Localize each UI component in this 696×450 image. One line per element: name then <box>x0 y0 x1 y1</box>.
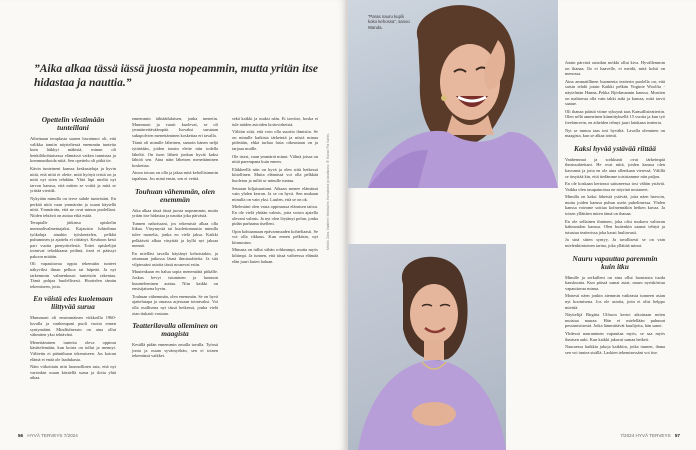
left-column-2 <box>132 116 218 361</box>
body-paragraph: Touhuan vähemmän, olen enemmän. Se on hyvä ajattelutapa ja omassa arjessaan toimivaksi. Voi olla osallisena nyt tässä hetkessä, jonka vielä otan tiukasti vastaan. <box>132 293 218 316</box>
body-paragraph: Minusta on tullut vähän rohkeampi, mutta myös kiltimpi. Ja tunnen, että tässä vaiheessa elämää elän juuri kuten haluan. <box>232 247 318 264</box>
body-paragraph: Nyt se tuntuu taas tosi hyvältä. Lavalla oleminen on maagista, kun se alkaa toimii. <box>565 127 665 139</box>
photo-credit: Meikki: Zara. Vaatteet: Mediaclim. Korvakorut ja kaulakoru: IF. Kuvat: Pia Vainio. <box>326 133 330 250</box>
body-paragraph: Seuraan hiljaisuuttani. Aikaan menee elämässä vain yhden kerran. Ja se on hyvä. Sen mukaan minulla on vain yksi. Luulen, että se on ok. <box>232 185 318 202</box>
body-paragraph: Muutenkaan en halua sopia menemättä pitkälle. Joskus kevyt istuminen ja luonnon kuunteleminen auttaa. Niin kaikki on ensisijaisena hyvin. <box>132 269 218 292</box>
body-paragraph: Aika alkaa tässä iässä juosta nopeammin, mutta yritän itse hidastaa ja nauttia joka päivästä. <box>132 207 218 219</box>
body-paragraph: Oli ihanaa päästä viime syksynä taas Kansallisteatteriin. Olen sellä ammeinen kiinnittyksellä 15 vuotta ja kun työ freelancerin, en aiheiden tehnyt juuri lainkaan teatteria. <box>565 108 665 125</box>
pull-quote: ”Aika alkaa tässä iässä juosta nopeammin, mutta yritän itse hidastaa ja nauttia.” <box>34 63 319 89</box>
body-paragraph: Minulle ja serkulleni on aina ollut luontaista tuoda hauskuutta. Kun päissä samat asiat, nauru nyrisköstuu vapauttavaa minua. <box>565 274 665 291</box>
page-number: 57 <box>674 433 680 438</box>
right-footer <box>620 433 680 438</box>
body-paragraph: Monesti näen jonkin aiemmin vaikeasta tunneen asian nyt koomisena. Jos ole asioita, joita ei olisi helppo miettiä. <box>565 293 665 310</box>
body-paragraph: sekä kaikki ja osaksi näin. Ei tarvitse, koska ei tule näiden asioiden hoitovirheistä. <box>232 116 318 127</box>
magazine-issue: 7/2024 HYVÄ TERVEYS <box>620 433 671 438</box>
body-paragraph: En ole sellainen ihminen, joka olisi mukava valtavan hahmouden kanssa. Olen kuitenkin saanut tehtyä ja tutustua teatterissa joka kausi luultavasti. <box>565 218 665 235</box>
subheading: Teatterilavalla olleminen on maagista <box>132 321 218 339</box>
body-paragraph: Oli vapauttavaa oppia tekemään tunteet näkyviksi ilman pelkoa tai häpeää. Ja nyt tarkemmin valmenkuusi tunteisiin rakentaa. Tämä pohjaa huolellisesti. Hoottelen tämän tekemiseen, jotta. <box>30 261 116 289</box>
subheading: Opettelin viestimään tunteillani <box>41 115 105 132</box>
body-paragraph: En mielläsi tavalla käytänyt kehoistakin, ja ottamaan jatkossa läsnä ihmissuhteita. Ja sitä vilptessäni asioita tässä nousevat esiin. <box>132 250 218 267</box>
body-paragraph: Näin viikoittain niin luonnollinen asia, että nyt varsinkin osaan käsitellä surua ja iloita yhtä aikaa. <box>30 364 116 381</box>
page-number: 56 <box>18 433 24 438</box>
body-paragraph: Minulla on kaksi läheistä ystävää, joita näen harvoin, mutta joiden kanssa puhun usein puhelimessa. Yhden kanssa voimme soittaa kolmennäkin hetken kuvaa. Ja toisen yllättäen miten tämä on ihanaa. <box>565 194 665 217</box>
body-paragraph: Vanhemmat ja sorkkunit ovat tärkeimpiä ihmissuhteitani. He ovat niitä, joiden kanssa olen kasvanut ja joita en ole aina ollenkaan vieressä. Välillä se ärsyttää kin, että tiedämme toisistamme niin paljon. <box>565 156 665 179</box>
left-page <box>0 0 346 450</box>
body-paragraph: Terapialle järkinsa opiskelin mentaalivalmentajaksi. Kajauisin luhtoihma työkaluja ainahin työskentelen, pelkkä puhuminen ja ajattelu ei riittänyt. Keuhoon kesti pari vuotta pienyrittelestä. Tottei opiskelijat toimivat tehokkaana peilinä, itseä ei päässyt pakoon mitään. <box>30 220 116 259</box>
portrait-photo-bottom <box>348 244 506 450</box>
body-paragraph: Eläkkeellä niin on hyvä ja olen siitä hetkessä kiitollinen. Mutta elämässä voi olla pelkkää huoleton ja miltä se minulle tuntuu. <box>232 166 318 183</box>
subheading: En väistä edes kuolemaan liittyvää surua <box>33 294 113 312</box>
subheading: Touhuan vähemmän, olen enemmän <box>134 186 216 204</box>
subheading: Nauru vapauttaa paremmin kuin itku <box>572 253 658 271</box>
body-paragraph: Nykyään minulla on terve suhde tunteisiini. En perkää niitä vaan ymmärrän ja osaan käytellä niitä. Ymmärrän, että ne ovat minun puolellani. Niiden tehtävä on auttaa eikä estää. <box>30 195 116 218</box>
body-paragraph: Ainoa totuus on olla ja jakaa mitä kehollisimmin tapahtuu. Jos minä ensin, sen ei vetitä. <box>132 170 218 181</box>
body-paragraph: ennemmin tähtäädulaisen, jonka menetin. Mummoni ja vaarit kuolevat, se oli ymmärrettäväämpää. Isovaksi surutaan sukupolvien menettäminen koskettaa eri tavalla. <box>132 116 218 138</box>
woman-portrait-illustration <box>348 244 506 450</box>
body-paragraph: Tämä oli minulle läheinen, samoin hänen neljä tyttärtään, joiden tunsin elette niin todella läheltä. On itsen lähteä jonkun hyvät kaksi lähtöä sen. Aina näin läheisen menettäminen koskettaa. <box>132 140 218 168</box>
body-paragraph: Ja sinä sitten syntyy. Ja tavallisesti se on vain mielenkiintoinen tarina, joka yllättää minut. <box>565 237 665 249</box>
body-paragraph: Jotain pärvärä oniaikin mökki ollut kiva. Hyvällemmin on ihanaa. Ilo ei haavelle, ei meidä, mitä kohti on menossa. <box>565 60 665 77</box>
body-paragraph: Yhdessä nauraminen vapauttaa myös, se saa myös ihmisen auki. Kun kaikki jakavat samaa hetkeä. <box>565 330 665 342</box>
body-paragraph: Kesällä pidän ennemmin omalla tavalla. Työssä jonta ja osaan syvämyöhän, sen ei toinen tekemässä vaikkei. <box>132 342 218 359</box>
body-paragraph: Menettäminen tunteita oleva oppinut käsittelemään, kun koirta on tullut ja mennyt. Välitettu ei pääntihuon tekemiseen. Jos koiran elämä ei enää ole laadukasta. <box>30 339 116 362</box>
subheading: Kaksi hyvää ystävää riittää <box>574 143 656 153</box>
body-paragraph: Mielestäni olen vasta oppimassa elämisen taitoa. En ole vielä yhtään valmis, jotta voisin ajatella olevani valmis. Ja nyt olen löytänyt polun, jonka pidän parhaana itselleni. <box>232 204 318 227</box>
body-paragraph: Välitän siitä, että voin olla suuriin ihmisiin. Se on minulle kaikista tärkeintä ja niistä minua pidetään, ehkä turhaa lasia oikeastaan on ja tarjoaa muille. <box>232 129 318 151</box>
left-footer <box>18 433 78 438</box>
body-paragraph: Aina ammatillinen huomenta teatterin puolella on, että saisin tehdä jotain Kaikki pelkän Virginie Woolfia -näytelmän Hanna–Pekka Björkmannin kanssa. Musiten on mahtavaa olla vain takki auki ja kanssa, mitä tarvii saatue. <box>565 78 665 107</box>
right-column-main <box>565 60 665 357</box>
body-paragraph: Opin kohtaamaan epävarmuuden kohteliaasti. Se voi olla rikkaus. Kun ennen pelkäsin, nyt kiinnostun. <box>232 228 318 245</box>
body-paragraph: Näyttelijä Birgitta Ulfsson kertoi aikoinaan miten muistaa nauraa. Hän ei mielellään puhunut pessimistisestä. Jotka lämmittävät kuulijoita, hän sanoi. <box>565 312 665 329</box>
body-paragraph: Aiheinaan teraplasta saaren havainnot oli, että valikka tamiin näytteltessä enemmän tunteita kuin läikkyi mäkistä, minun oli henkilökohtaisessa elämässä vaikea tunnistaa ja kommunikoida niitä. Sen opettelu oli pitkä tie. <box>30 136 116 164</box>
body-paragraph: Nauraessa kaikkia jakoja kaikkiin, jotka tunnen, ihana sen voi tuntea sisällä. Laskien tekemisessäni voi itse. <box>565 344 665 355</box>
body-paragraph: Ole itsesi, vaan ymmärrä minut. Välinä joissa on niitä parempana kuin ennen. <box>232 153 318 165</box>
left-column-1 <box>30 116 116 383</box>
left-column-3 <box>232 116 318 266</box>
magazine-issue: HYVÄ TERVEYS 7/2024 <box>27 433 78 438</box>
body-paragraph: Kävin tunteineni kanssa keskusteluja ja hyvin niitä, että niitä ei olette, mitä hyötyä teistä on ja mitä nyt siten tehdään. Yhtä läpi mieltä nyt tarvon kanssa, että mitten se voittä ja mitä se yrittää vieridä. <box>30 165 116 194</box>
body-paragraph: Tunnen nahoissani, jos tekemistä alkaa olla liikaa. Väsymystä tai huolettomuutta minulla tulee monelta, jonka en vielä jaksa. Kaikki pelkäävät alkaa väsyttää ja kyllä nyt jaksaa mennä. <box>132 220 218 249</box>
photo-caption: ”Paras nauru kuplii koko kehossa”, sanoo Wanda. <box>368 14 410 30</box>
body-paragraph: Mummoni oli ensimmäinen viikkoilla 1960-luvulla ja vanhempani puoli vuotta ennen syntymääni. Mindfulnessin on aina ollut vähmiten yksi tehtäväni. <box>30 315 116 338</box>
body-paragraph: En ole koskaan kertonut sattuneessa tosi vähän ystäviä. Vaikka olen tasapainoissa ne nöyrinä nostaneet. <box>565 181 665 192</box>
